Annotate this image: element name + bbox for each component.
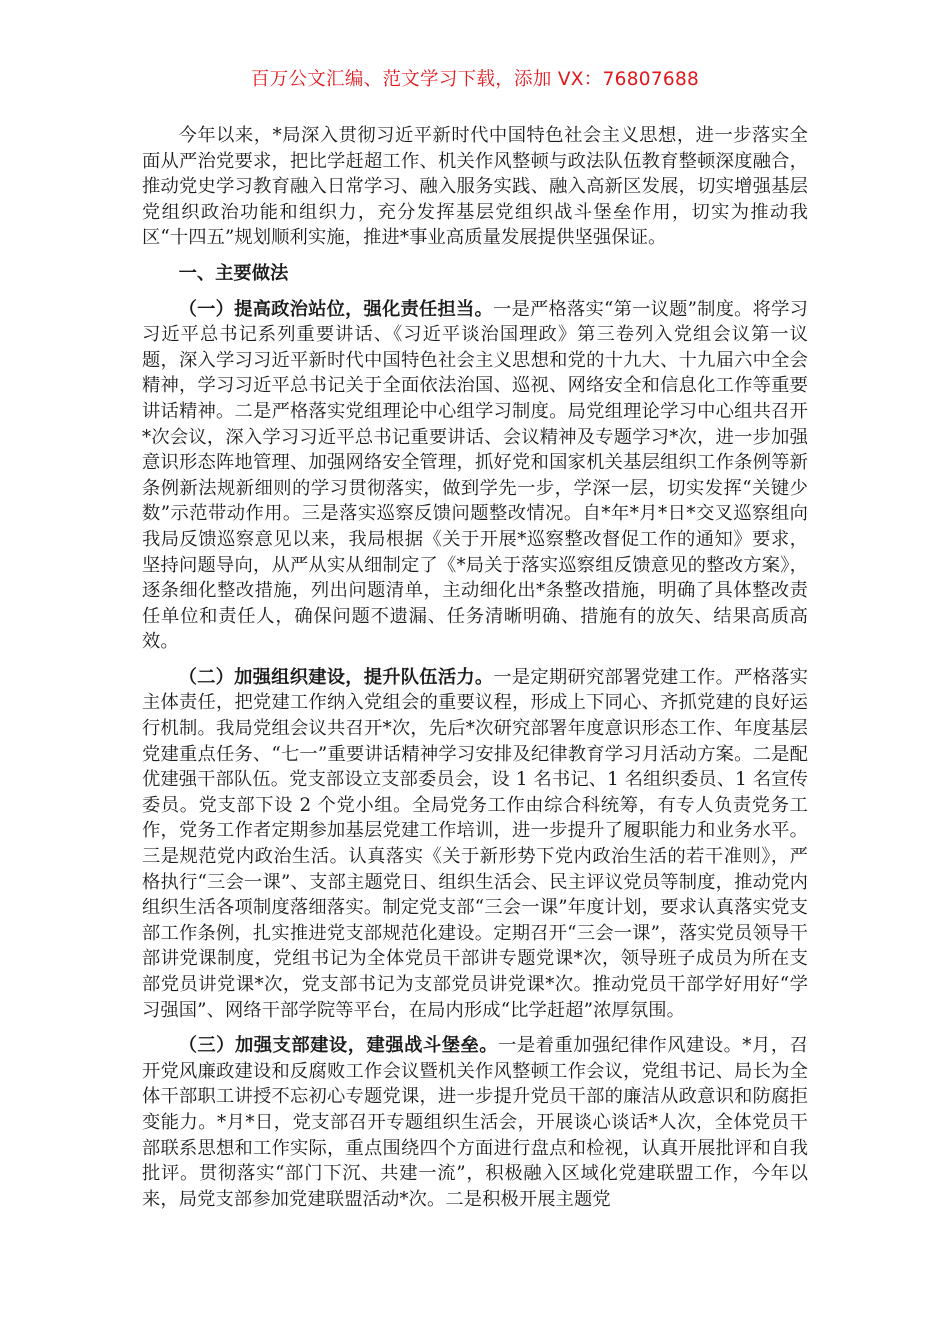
paragraph-1 [142,297,808,655]
paragraph-3-body: 一是着重加强纪律作风建设。*月，召开党风廉政建设和反腐败工作会议暨机关作风整顿工作会议，党组书记、局长为全体干部职工讲授不忘初心专题党课，进一步提升党员干部的廉洁从政意识和防腐拒变能力。*月*日，党支部召开专题组织生活会，开展谈心谈话*人次，全体党员干部联系思想和工作实际，重点围绕四个方面进行盘点和检视，认真开展批评和自我批评。贯彻落实“部门下沉、共建一流”，积极融入区域化党建联盟工作，今年以来，局党支部参加党建联盟活动*次。二是积极开展主题党 [142,1035,809,1210]
paragraph-3-lead: （三）加强支部建设，建强战斗堡垒。 [178,1035,499,1057]
paragraph-2-lead: （二）加强组织建设，提升队伍活力。 [178,666,494,688]
paragraph-2 [142,665,808,1023]
paragraph-1-lead: （一）提高政治站位，强化责任担当。 [178,298,494,320]
document-body [142,123,808,1212]
paragraph-3 [142,1033,808,1212]
intro-paragraph: 今年以来，*局深入贯彻习近平新时代中国特色社会主义思想，进一步落实全面从严治党要求，把比学赶超工作、机关作风整顿与政法队伍教育整顿深度融合，推动党史学习教育融入日常学习、融入服务实践、融入高新区发展，切实增强基层党组织政治功能和组织力，充分发挥基层党组织战斗堡垒作用，切实为推动我区“十四五”规划顺利实施，推进*事业高质量发展提供坚强保证。 [142,125,808,249]
section-heading: 一、主要做法 [178,262,289,284]
paragraph-1-body: 一是严格落实“第一议题”制度。将学习习近平总书记系列重要讲话、《习近平谈治国理政》第三卷列入党组会议第一议题，深入学习习近平新时代中国特色社会主义思想和党的十九大、十九届六中全会精神，学习习近平总书记关于全面依法治国、巡视、网络安全和信息化工作等重要讲话精神。二是严格落实党组理论中心组学习制度。局党组理论学习中心组共召开*次会议，深入学习习近平总书记重要讲话、会议精神及专题学习*次，进一步加强意识形态阵地管理、加强网络安全管理，抓好党和国家机关基层组织工作条例等新条例新法规新细则的学习贯彻落实，做到学先一步，学深一层，切实发挥“关键少数”示范带动作用。三是落实巡察反馈问题整改情况。自*年*月*日*交叉巡察组向我局反馈巡察意见以来，我局根据《关于开展*巡察整改督促工作的通知》要求，坚持问题导向，从严从实从细制定了《*局关于落实巡察组反馈意见的整改方案》，逐条细化整改措施，列出问题清单，主动细化出*条整改措施，明确了具体整改责任单位和责任人，确保问题不遗漏、任务清晰明确、措施有的放矢、结果高质高效。 [142,298,808,653]
paragraph-2-body: 一是定期研究部署党建工作。严格落实主体责任，把党建工作纳入党组会的重要议程，形成上下同心、齐抓党建的良好运行机制。我局党组会议共召开*次，先后*次研究部署年度意识形态工作、年度基层党建重点任务、“七一”重要讲话精神学习安排及纪律教育学习月活动方案。二是配优建强干部队伍。党支部设立支部委员会，设 1 名书记、1 名组织委员、1 名宣传委员。党支部下设 2 个党小组。全局党务工作由综合科统筹，有专人负责党务工作，党务工作者定期参加基层党建工作培训，进一步提升了履职能力和业务水平。三是规范党内政治生活。认真落实《关于新形势下党内政治生活的若干准则》，严格执行“三会一课”、支部主题党日、组织生活会、民主评议党员等制度，推动党内组织生活各项制度落细落实。制定党支部“三会一课”年度计划，要求认真落实党支部工作条例，扎实推进党支部规范化建设。定期召开“三会一课”，落实党员领导干部讲党课制度，党组书记为全体党员干部讲专题党课*次，领导班子成员为所在支部党员讲党课*次，党支部书记为支部党员讲党课*次。推动党员干部学好用好“学习强国”、网络干部学院等平台，在局内形成“比学赶超”浓厚氛围。 [142,666,809,1021]
watermark-banner: 百万公文汇编、范文学习下载，添加 VX：76807688 [250,69,700,90]
